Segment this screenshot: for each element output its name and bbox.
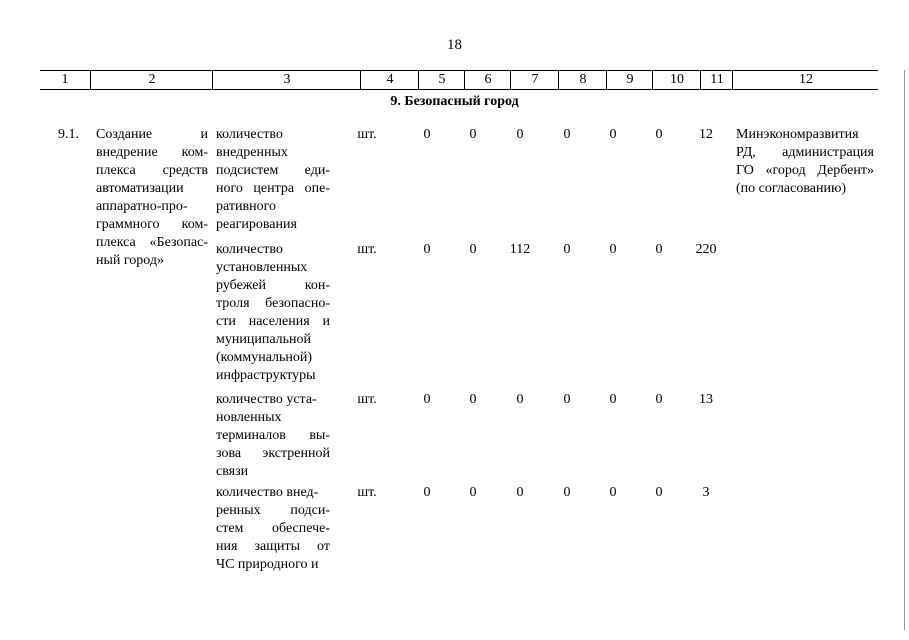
indicator-line: терминалов вы- [216,428,330,443]
item-name-line: Создание и [96,127,208,142]
header-col-8: 8 [558,71,607,89]
indicator-line: троля безопасно- [216,296,330,311]
value-cell: 0 [469,392,477,407]
value-cell: 220 [695,242,717,257]
item-name-line: ный город» [96,253,165,268]
value-cell: 0 [563,392,571,407]
value-cell: 3 [702,485,710,500]
indicator-line: количество внед- [216,485,319,500]
value-cell: 13 [699,392,713,407]
header-col-1: 1 [61,72,69,87]
value-cell: 0 [609,485,617,500]
header-col-3: 3 [212,71,361,89]
indicator-line: муниципальной [216,332,312,347]
indicator-text [216,391,330,481]
value-cell: 0 [516,392,524,407]
value-cell: 0 [516,485,524,500]
value-cell: 0 [609,242,617,257]
item-name-line: автоматизации [96,181,184,196]
indicator-unit: шт. [357,127,377,142]
value-cell: 0 [469,127,477,142]
table-header-row [40,70,878,90]
indicator-line: ного центра опе- [216,181,330,196]
indicator-line: сти населения и [216,314,330,329]
value-cell: 0 [609,392,617,407]
value-cell: 0 [655,127,663,142]
value-cell: 0 [655,392,663,407]
indicator-text [216,241,330,385]
item-number: 9.1. [58,127,79,142]
header-col-11: 11 [700,71,733,89]
item-name-line: плекса «Безопас- [96,235,208,250]
responsible-line: РД, администрация [736,145,874,160]
item-name-line: внедрение ком- [96,145,208,160]
indicator-text [216,126,330,234]
indicator-line: стем обеспече- [216,521,330,536]
item-name-line: аппаратно-про- [96,199,188,214]
item-name-line: граммного ком- [96,217,208,232]
indicator-line: (коммунальной) [216,350,313,365]
responsible-executor [736,126,874,198]
value-cell: 0 [469,242,477,257]
section-title: 9. Безопасный город [390,94,519,109]
value-cell: 0 [563,242,571,257]
indicator-line: ния защиты от [216,539,330,554]
indicator-line: внедренных [216,145,288,160]
value-cell: 0 [469,485,477,500]
header-col-10: 10 [652,71,701,89]
indicator-line: новленных [216,410,282,425]
header-col-4: 4 [360,71,419,89]
indicator-unit: шт. [357,392,377,407]
value-cell: 0 [423,127,431,142]
header-col-7: 7 [510,71,559,89]
page-number: 18 [447,37,462,53]
indicator-line: количество уста- [216,392,317,407]
indicator-line: количество [216,242,283,257]
indicator-line: рубежей кон- [216,278,330,293]
value-cell: 0 [655,242,663,257]
item-name-line: плекса средств [96,163,208,178]
indicator-line: ЧС природного и [216,557,319,572]
item-name [96,126,208,270]
value-cell: 0 [516,127,524,142]
header-col-9: 9 [606,71,653,89]
scan-edge-line [904,70,905,630]
indicator-line: установленных [216,260,308,275]
value-cell: 0 [563,485,571,500]
indicator-unit: шт. [357,485,377,500]
indicator-line: инфраструктуры [216,368,316,383]
value-cell: 12 [699,127,713,142]
indicator-line: связи [216,464,249,479]
value-cell: 0 [423,242,431,257]
value-cell: 0 [655,485,663,500]
header-col-6: 6 [464,71,511,89]
responsible-line: ГО «город Дербент» [736,163,874,178]
indicator-unit: шт. [357,242,377,257]
header-col-12: 12 [732,71,879,89]
value-cell: 0 [609,127,617,142]
value-cell: 0 [423,392,431,407]
value-cell: 112 [509,242,531,257]
indicator-line: реагирования [216,217,297,232]
indicator-line: ренных подси- [216,503,330,518]
responsible-line: Минэкономразвития [736,127,859,142]
header-col-2: 2 [90,71,213,89]
value-cell: 0 [563,127,571,142]
header-col-5: 5 [418,71,465,89]
indicator-line: зова экстренной [216,446,330,461]
indicator-text [216,484,330,574]
indicator-line: ративного [216,199,276,214]
responsible-line: (по согласованию) [736,181,847,196]
value-cell: 0 [423,485,431,500]
indicator-line: количество [216,127,283,142]
indicator-line: подсистем еди- [216,163,330,178]
